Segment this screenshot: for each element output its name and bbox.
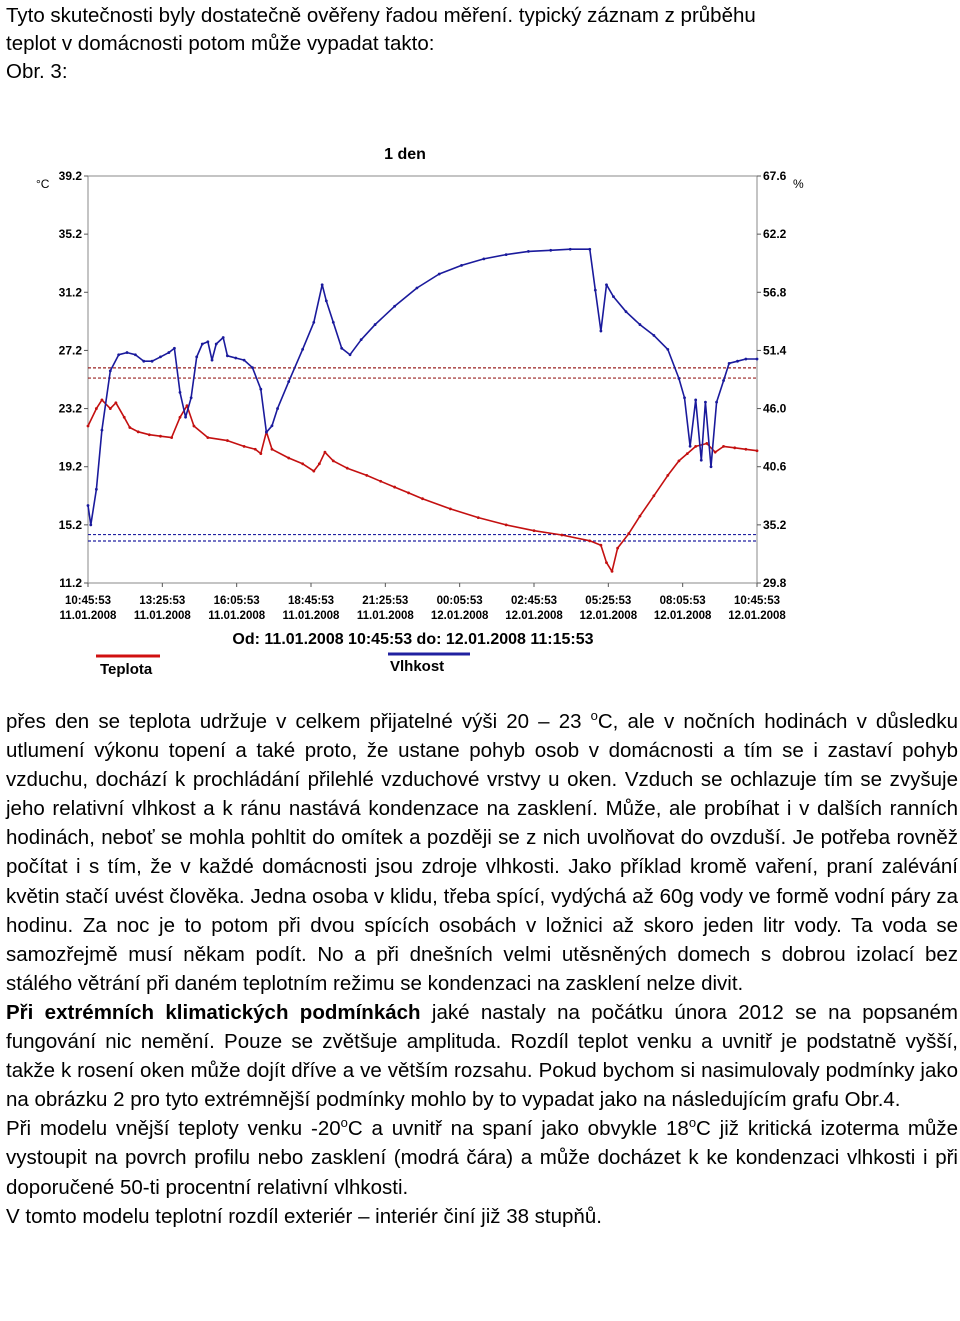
data-point-teplota bbox=[611, 570, 614, 573]
data-point-teplota bbox=[254, 448, 257, 451]
data-point-vlhkost bbox=[374, 323, 377, 326]
data-point-vlhkost bbox=[101, 429, 104, 432]
data-point-vlhkost bbox=[666, 348, 669, 351]
right-tick-label: 29.8 bbox=[763, 576, 787, 590]
data-point-vlhkost bbox=[700, 459, 703, 462]
data-point-vlhkost bbox=[393, 305, 396, 308]
data-point-vlhkost bbox=[756, 358, 759, 361]
data-point-vlhkost bbox=[151, 360, 154, 363]
data-point-vlhkost bbox=[159, 355, 162, 358]
paragraph-1-text-a: přes den se teplota udržuje v celkem přijatelné výši 20 – 23 bbox=[6, 710, 591, 733]
data-point-teplota bbox=[159, 435, 162, 438]
data-point-teplota bbox=[694, 445, 697, 448]
data-point-vlhkost bbox=[332, 321, 335, 324]
data-point-vlhkost bbox=[87, 504, 90, 507]
x-tick-date: 11.01.2008 bbox=[59, 610, 117, 622]
data-point-teplota bbox=[206, 436, 209, 439]
data-point-vlhkost bbox=[134, 353, 137, 356]
data-point-vlhkost bbox=[109, 369, 112, 372]
right-tick-label: 51.4 bbox=[763, 343, 787, 358]
data-point-vlhkost bbox=[527, 250, 530, 253]
data-point-teplota bbox=[259, 452, 262, 455]
data-point-teplota bbox=[301, 462, 304, 465]
intro-line-1: Tyto skutečnosti byly dostatečně ověřeny řadou měření. typický záznam z průběhu bbox=[6, 4, 756, 27]
x-tick-time: 00:05:53 bbox=[436, 595, 483, 607]
data-point-teplota bbox=[421, 497, 424, 500]
paragraph-3-text-b: C a uvnitř na spaní jako obvykle 18 bbox=[347, 1117, 689, 1141]
data-point-teplota bbox=[560, 534, 563, 537]
paragraph-2 bbox=[6, 998, 958, 1114]
data-point-teplota bbox=[605, 561, 608, 564]
paragraph-3-text-c: C již kritická izoterma může vystoupit na povrch profilu nebo zasklení (modrá čára) a může docházet k ke kondenzaci vlhkosti i při doporučené 50-ti procentní relativní vlhkosti. bbox=[6, 1117, 958, 1199]
data-point-teplota bbox=[101, 398, 104, 401]
x-tick-time: 16:05:53 bbox=[213, 595, 260, 607]
data-point-vlhkost bbox=[710, 465, 713, 468]
paragraph-2-text: jaké nastaly na počátku února 2012 se na popsaném fungování nic nemění. Pouze se zvětšuje amplituda. Rozdíl teplot venku a uvnitř je podstatně vyšší, takže k rosení oken může dojít dříve a ve větším rozsahu. Pokud bychom si nasimulovaly podmínky jako na obrázku 2 pro tyto extrémnější podmínky mohlo by to vypadat jako na následujícím grafu Obr.4. bbox=[6, 1000, 958, 1112]
data-point-teplota bbox=[123, 416, 126, 419]
data-point-vlhkost bbox=[360, 338, 363, 341]
data-point-vlhkost bbox=[243, 359, 246, 362]
data-point-teplota bbox=[324, 451, 327, 454]
data-point-vlhkost bbox=[234, 357, 237, 360]
paragraph-3-text-a: Při modelu vnější teploty venku -20 bbox=[6, 1117, 341, 1141]
data-point-teplota bbox=[616, 547, 619, 550]
data-point-teplota bbox=[379, 480, 382, 483]
intro-line-2: teplot v domácnosti potom může vypadat takto: bbox=[6, 32, 435, 55]
data-point-vlhkost bbox=[211, 359, 214, 362]
data-point-teplota bbox=[318, 462, 321, 465]
data-point-teplota bbox=[627, 532, 630, 535]
x-tick-time: 13:25:53 bbox=[139, 595, 186, 607]
data-point-vlhkost bbox=[184, 416, 187, 419]
temperature-humidity-chart bbox=[0, 138, 960, 683]
figure-label: Obr. 3: bbox=[6, 60, 68, 83]
x-tick-date: 12.01.2008 bbox=[653, 610, 712, 622]
data-point-teplota bbox=[686, 452, 689, 455]
right-tick-label: 56.8 bbox=[763, 285, 787, 300]
x-tick-date: 11.01.2008 bbox=[208, 610, 266, 622]
data-point-teplota bbox=[170, 436, 173, 439]
data-point-teplota bbox=[505, 523, 508, 526]
intro-text bbox=[6, 2, 956, 86]
data-point-vlhkost bbox=[416, 287, 419, 290]
x-tick-date: 11.01.2008 bbox=[282, 610, 340, 622]
data-point-teplota bbox=[95, 407, 98, 410]
data-point-teplota bbox=[179, 416, 182, 419]
x-tick-date: 12.01.2008 bbox=[430, 610, 489, 622]
degree-sup: o bbox=[688, 1115, 697, 1131]
paragraph-1-text-b: C, ale v nočních hodinách v důsledku utlumení výkonu topení a také proto, že ustane pohyb osob v domácnosti a tím se i zastaví pohyb vzduchu, dochází k prochládání přilehlé vzduchové vrstvy u oken. Vzduch se ochlazuje tím se zvyšuje jeho relativní vlhkost a k ránu nastává kondenzace na zasklení. Může, ale probíhat i v dalších ranních hodinách, neboť se mohla pohltit do omítek a později se z nich uvolňovat do ovzduší. Je potřeba rovněž počítat i s tím, že v každé domácnosti jsou zdroje vlhkosti. Jako příklad kromě vaření, praní zalévání květin stačí uvést člověka. Jedna osoba v klidu, třeba spící, vydýchá až 60g vody ve formě vodní páry za hodinu. Za noc je to potom při dvou spících osobách v ložnici až skoro jeden litr vody. Ta voda se samozřejmě musí někam podít. No a při dnešních velmi utěsněných domech s dobrou izolací bez stálého větrání při daném teplotním režimu se kondenzaci na zasklení nelze divit. bbox=[6, 710, 958, 995]
data-point-vlhkost bbox=[744, 358, 747, 361]
left-axis-unit: °C bbox=[36, 177, 50, 191]
data-point-teplota bbox=[733, 446, 736, 449]
data-point-vlhkost bbox=[179, 391, 182, 394]
data-point-vlhkost bbox=[167, 351, 170, 354]
paragraph-2-bold: Při extrémních klimatických podmínkách bbox=[6, 1000, 421, 1024]
data-point-vlhkost bbox=[126, 351, 129, 354]
data-point-vlhkost bbox=[438, 273, 441, 276]
data-point-vlhkost bbox=[259, 388, 262, 391]
x-tick-time: 08:05:53 bbox=[659, 595, 706, 607]
data-point-teplota bbox=[639, 515, 642, 518]
left-tick-label: 31.2 bbox=[58, 285, 82, 300]
x-tick-date: 11.01.2008 bbox=[356, 610, 414, 622]
legend-label-teplota: Teplota bbox=[100, 661, 153, 678]
data-point-vlhkost bbox=[215, 343, 218, 346]
x-tick-date: 12.01.2008 bbox=[505, 610, 563, 622]
data-point-vlhkost bbox=[117, 353, 120, 356]
data-point-teplota bbox=[678, 460, 681, 463]
right-tick-label: 62.2 bbox=[763, 227, 787, 242]
x-tick-time: 18:45:53 bbox=[287, 595, 335, 607]
data-point-vlhkost bbox=[704, 401, 707, 404]
data-point-vlhkost bbox=[625, 310, 628, 313]
x-tick-date: 11.01.2008 bbox=[133, 610, 191, 622]
data-point-vlhkost bbox=[287, 380, 290, 383]
left-tick-label: 27.2 bbox=[58, 343, 82, 358]
data-point-vlhkost bbox=[226, 354, 229, 357]
degree-sup: o bbox=[590, 708, 598, 723]
data-point-vlhkost bbox=[460, 264, 463, 267]
data-point-teplota bbox=[407, 491, 410, 494]
left-tick-label: 23.2 bbox=[58, 401, 82, 416]
data-point-vlhkost bbox=[173, 347, 176, 350]
right-tick-label: 46.0 bbox=[763, 401, 787, 416]
data-point-vlhkost bbox=[652, 334, 655, 337]
data-point-vlhkost bbox=[639, 323, 642, 326]
x-tick-time: 10:45:53 bbox=[64, 595, 112, 607]
x-tick-time: 02:45:53 bbox=[510, 595, 558, 607]
data-point-vlhkost bbox=[142, 360, 145, 363]
data-point-teplota bbox=[449, 507, 452, 510]
data-point-teplota bbox=[714, 451, 717, 454]
chart-title: 1 den bbox=[384, 146, 426, 163]
data-point-teplota bbox=[193, 425, 196, 428]
data-point-teplota bbox=[271, 448, 274, 451]
data-point-teplota bbox=[477, 516, 480, 519]
data-point-vlhkost bbox=[678, 377, 681, 380]
data-point-teplota bbox=[312, 470, 315, 473]
data-point-vlhkost bbox=[689, 445, 692, 448]
data-point-vlhkost bbox=[600, 330, 603, 333]
left-tick-label: 15.2 bbox=[58, 517, 82, 532]
data-point-vlhkost bbox=[340, 347, 343, 350]
data-point-vlhkost bbox=[736, 360, 739, 363]
data-point-vlhkost bbox=[683, 396, 686, 399]
right-axis-unit: % bbox=[793, 177, 804, 191]
data-point-teplota bbox=[588, 539, 591, 542]
data-point-vlhkost bbox=[588, 248, 591, 251]
data-point-vlhkost bbox=[325, 299, 328, 302]
data-point-vlhkost bbox=[549, 249, 552, 252]
data-point-teplota bbox=[226, 439, 229, 442]
data-point-vlhkost bbox=[195, 355, 198, 358]
left-tick-label: 35.2 bbox=[58, 227, 82, 242]
data-point-teplota bbox=[114, 401, 117, 404]
data-point-teplota bbox=[148, 433, 151, 436]
data-point-vlhkost bbox=[505, 253, 508, 256]
left-tick-label: 19.2 bbox=[58, 459, 82, 474]
data-point-teplota bbox=[722, 445, 725, 448]
data-point-vlhkost bbox=[312, 321, 315, 324]
data-point-teplota bbox=[346, 467, 349, 470]
data-point-teplota bbox=[533, 529, 536, 532]
date-range-label: Od: 11.01.2008 10:45:53 do: 12.01.2008 11:15:53 bbox=[232, 631, 594, 648]
data-point-vlhkost bbox=[190, 396, 193, 399]
data-point-vlhkost bbox=[95, 488, 98, 491]
data-point-vlhkost bbox=[276, 407, 279, 410]
right-tick-label: 67.6 bbox=[763, 169, 787, 183]
data-point-vlhkost bbox=[265, 431, 268, 434]
data-point-vlhkost bbox=[605, 283, 608, 286]
data-point-vlhkost bbox=[728, 362, 731, 365]
data-point-vlhkost bbox=[271, 424, 274, 427]
data-point-teplota bbox=[87, 425, 90, 428]
data-point-vlhkost bbox=[349, 353, 352, 356]
data-point-teplota bbox=[756, 449, 759, 452]
x-tick-time: 10:45:53 bbox=[733, 595, 781, 607]
data-point-vlhkost bbox=[722, 379, 725, 382]
paragraph-4: V tomto modelu teplotní rozdíl exteriér – interiér činí již 38 stupňů. bbox=[6, 1204, 602, 1228]
data-point-vlhkost bbox=[321, 283, 324, 286]
data-point-teplota bbox=[365, 474, 368, 477]
data-point-teplota bbox=[287, 457, 290, 460]
data-point-teplota bbox=[705, 442, 708, 445]
data-point-vlhkost bbox=[482, 258, 485, 261]
data-point-vlhkost bbox=[301, 348, 304, 351]
x-tick-date: 12.01.2008 bbox=[728, 610, 786, 622]
data-point-teplota bbox=[393, 486, 396, 489]
data-point-vlhkost bbox=[201, 343, 204, 346]
data-point-teplota bbox=[652, 494, 655, 497]
plot-frame bbox=[88, 176, 757, 583]
x-tick-time: 05:25:53 bbox=[585, 595, 632, 607]
data-point-teplota bbox=[137, 430, 140, 433]
data-point-vlhkost bbox=[694, 399, 697, 402]
right-tick-label: 35.2 bbox=[763, 517, 787, 532]
data-point-teplota bbox=[243, 445, 246, 448]
data-point-vlhkost bbox=[251, 366, 254, 369]
left-tick-label: 39.2 bbox=[58, 169, 82, 183]
x-tick-date: 12.01.2008 bbox=[579, 610, 638, 622]
data-point-teplota bbox=[744, 448, 747, 451]
data-point-teplota bbox=[128, 426, 131, 429]
data-point-vlhkost bbox=[569, 248, 572, 251]
degree-sup: o bbox=[340, 1115, 348, 1131]
data-point-teplota bbox=[600, 544, 603, 547]
x-tick-time: 21:25:53 bbox=[362, 595, 409, 607]
article-body bbox=[6, 707, 958, 1231]
data-point-vlhkost bbox=[206, 340, 209, 343]
data-point-vlhkost bbox=[612, 295, 615, 298]
right-tick-label: 40.6 bbox=[763, 459, 787, 474]
legend-label-vlhkost: Vlhkost bbox=[390, 658, 445, 675]
data-point-vlhkost bbox=[715, 401, 718, 404]
data-point-vlhkost bbox=[594, 289, 597, 292]
data-point-vlhkost bbox=[222, 336, 225, 339]
data-point-teplota bbox=[666, 474, 669, 477]
data-point-vlhkost bbox=[89, 523, 92, 526]
paragraph-1 bbox=[6, 707, 958, 998]
data-point-teplota bbox=[109, 407, 112, 410]
left-tick-label: 11.2 bbox=[59, 576, 82, 590]
data-point-teplota bbox=[332, 460, 335, 463]
paragraph-3 bbox=[6, 1114, 958, 1201]
